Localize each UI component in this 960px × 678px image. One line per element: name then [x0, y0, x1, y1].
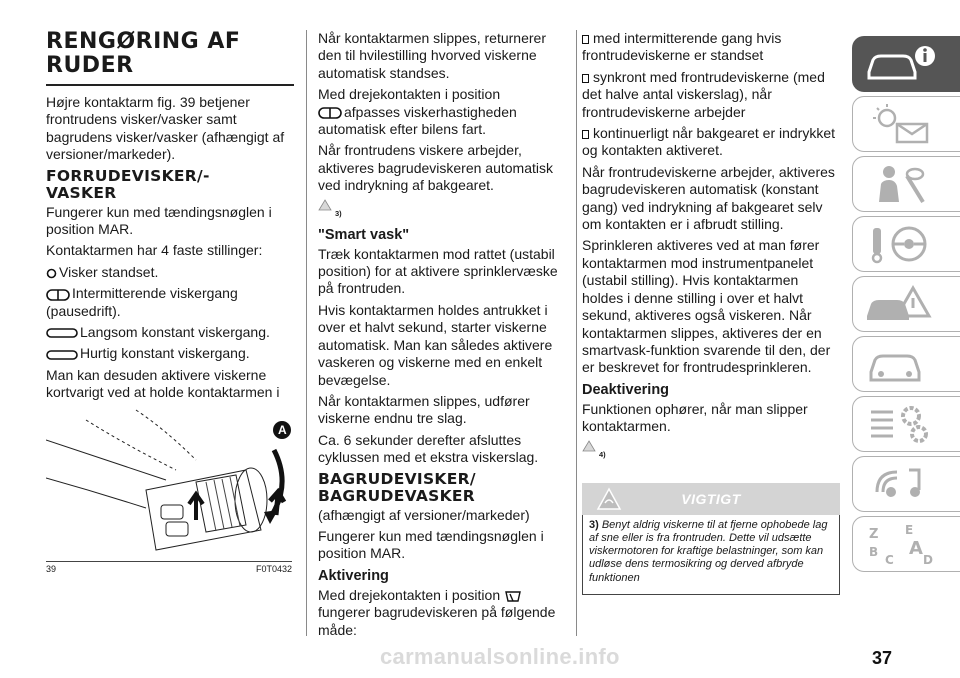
paragraph-smart-1: Træk kontaktarmen mod rattet (ustabil position) for at aktivere sprinklervæske på frontruden.	[318, 245, 558, 297]
warning-ref-4: 4)	[582, 440, 840, 459]
warning-number: 3)	[589, 518, 599, 531]
bullet-synchronous: synkront med frontrudeviskerne (med det halve antal viskerslag), når frontrudeviskerne arbejder	[582, 68, 825, 120]
warning-box	[582, 515, 840, 595]
wiper-stalk-illustration	[46, 400, 292, 560]
car-service-icon	[863, 342, 937, 386]
svg-text:B: B	[869, 545, 879, 559]
figure-number: 39	[46, 564, 57, 574]
option-off: Visker standset.	[46, 264, 294, 281]
figure-rule	[46, 561, 292, 562]
figure-label-a: A	[278, 423, 287, 437]
svg-text:E: E	[905, 523, 914, 537]
key-steering-wheel-icon	[863, 222, 937, 266]
heading-deactivation: Deaktivering	[582, 381, 670, 398]
airbag-passenger-icon	[863, 162, 937, 206]
paragraph-ignition: Fungerer kun med tændingsnøglen i position MAR.	[46, 203, 272, 238]
paragraph-reverse-gear: Når frontrudens viskere arbejder, aktiveres bagrudeviskeren automatisk ved indrykning af bakgearet.	[318, 142, 554, 194]
alphabet-index-icon	[863, 522, 937, 566]
wiper-auto-icon	[318, 107, 342, 119]
wiper-intermittent-icon	[46, 289, 70, 301]
wiper-fast-icon	[46, 350, 78, 360]
wiper-slow-icon	[46, 328, 78, 338]
specs-gears-icon	[863, 402, 937, 446]
watermark: carmanualsonline.info	[380, 644, 620, 669]
tab-maintenance[interactable]	[852, 336, 960, 392]
option-intermittent: Intermitterende viskergang (pausedrift).	[46, 285, 238, 319]
paragraph-return: Når kontaktarmen slippes, returnerer den til hvilestilling hvorved viskerne automatisk standses.	[318, 30, 546, 81]
rear-wiper-icon	[504, 589, 522, 603]
lights-envelope-icon	[863, 102, 937, 146]
intro-paragraph: Højre kontaktarm fig. 39 betjener frontrudens visker/vasker samt bagrudens visker/vasker (afhængigt af versioner/markeder).	[46, 94, 285, 163]
tab-emergency[interactable]	[852, 276, 960, 332]
paragraph-rear-auto: Når frontrudeviskerne arbejder, aktiveres bagrudeviskeren automatisk (konstant gang) ved indrykning af bakgearet selv om kontakten er i afbrudt stilling.	[582, 163, 835, 233]
paragraph-positions: Kontaktarmen har 4 faste stillinger:	[46, 242, 263, 259]
paragraph-sprinkler: Sprinkleren aktiveres ved at man fører kontaktarmen mod instrumentpanelet (ustabil stilling). Hvis kontaktarmen holdes i denne stilling i over et halvt sekund, aktiveres også viskeren. Når kontaktarmen slippes, aktiveres der en smartvask-funktion svarende til den, der er beskrevet for frontrudesprinkleren.	[582, 237, 831, 376]
heading-front-wiper: FORRUDEVISKER/- VASKER	[46, 166, 210, 202]
section-title: RENGØRING AF RUDER	[46, 29, 241, 78]
paragraph-smart-4: Ca. 6 sekunder derefter afsluttes cyklussen med et ekstra viskerslag.	[318, 431, 539, 466]
heading-rear-wiper: BAGRUDEVISKER/ BAGRUDEVASKER	[318, 469, 476, 505]
paragraph-deactivation: Funktionen ophører, når man slipper kontaktarmen.	[582, 400, 808, 435]
tab-driving[interactable]	[852, 216, 960, 272]
page-number: 37	[872, 648, 893, 668]
tab-technical-data[interactable]	[852, 396, 960, 452]
bullet-square-icon	[582, 130, 589, 139]
svg-text:A: A	[909, 538, 923, 559]
warning-triangle-icon	[582, 440, 596, 452]
figure-wiper-stalk	[46, 400, 292, 560]
tab-safety[interactable]	[852, 156, 960, 212]
title-rule	[46, 84, 294, 86]
heading-activation: Aktivering	[318, 567, 389, 584]
warning-triangle-icon	[318, 199, 332, 211]
warning-ref-3: 3)	[318, 199, 566, 218]
paragraph-rear-ignition: Fungerer kun med tændingsnøglen i position MAR.	[318, 527, 544, 562]
column-1	[46, 30, 294, 423]
chapter-sidebar	[852, 36, 960, 576]
figure-caption	[46, 564, 292, 574]
paragraph-smart-2: Hvis kontaktarmen holdes antrukket i over et halvt sekund, starter viskerne automatisk. Man kan således aktivere vaskeren og viskerne med en enkelt bevægelse.	[318, 301, 553, 388]
column-divider-1	[306, 30, 307, 636]
bullet-continuous: kontinuerligt når bakgearet er indrykket og kontakten aktiveret.	[582, 125, 836, 159]
tab-index[interactable]	[852, 516, 960, 572]
car-info-icon	[863, 42, 937, 86]
bullet-square-icon	[582, 74, 589, 83]
svg-text:Z: Z	[869, 527, 879, 542]
paragraph-momentary: Man kan desuden aktivere viskerne kortvarigt ved at holde kontaktarmen i	[46, 366, 280, 401]
important-header: VIGTIGT	[582, 483, 840, 515]
bullet-square-icon	[582, 35, 589, 44]
option-fast: Hurtig konstant viskergang.	[46, 345, 294, 362]
svg-text:D: D	[923, 553, 933, 566]
svg-text:C: C	[885, 553, 894, 566]
paragraph-rear-mode: Med drejekontakten i position fungerer bagrudeviskeren på følgende måde:	[318, 586, 556, 638]
bullet-intermittent: med intermitterende gang hvis frontrudeviskerne er standset	[582, 30, 782, 64]
multimedia-icon	[863, 462, 937, 506]
tab-multimedia[interactable]	[852, 456, 960, 512]
car-accident-icon	[863, 282, 937, 326]
figure-code: F0T0432	[255, 564, 292, 574]
heading-smart-wash: "Smart vask"	[318, 226, 410, 243]
option-slow: Langsom konstant viskergang.	[46, 324, 294, 341]
paragraph-markets: (afhængigt af versioner/markeder)	[318, 506, 530, 523]
tab-car-info[interactable]	[852, 36, 960, 92]
column-3	[582, 30, 840, 595]
paragraph-auto-speed: Med drejekontakten i position afpasses viskerhastigheden automatisk efter bilens fart.	[318, 86, 517, 138]
column-2	[318, 30, 566, 643]
tab-lights-signals[interactable]	[852, 96, 960, 152]
column-divider-2	[576, 30, 577, 636]
wiper-off-icon	[46, 268, 57, 279]
warning-text: Benyt aldrig viskerne til at fjerne ophobede lag af sne eller is fra frontruden. Dette vil udsætte viskermotoren for kraftige belastninger, som kan udløse dens termosikring og derved afbryde funktionen	[589, 518, 828, 584]
hand-warning-icon	[596, 487, 622, 511]
paragraph-smart-3: Når kontaktarmen slippes, udfører viskerne endnu tre slag.	[318, 392, 530, 427]
